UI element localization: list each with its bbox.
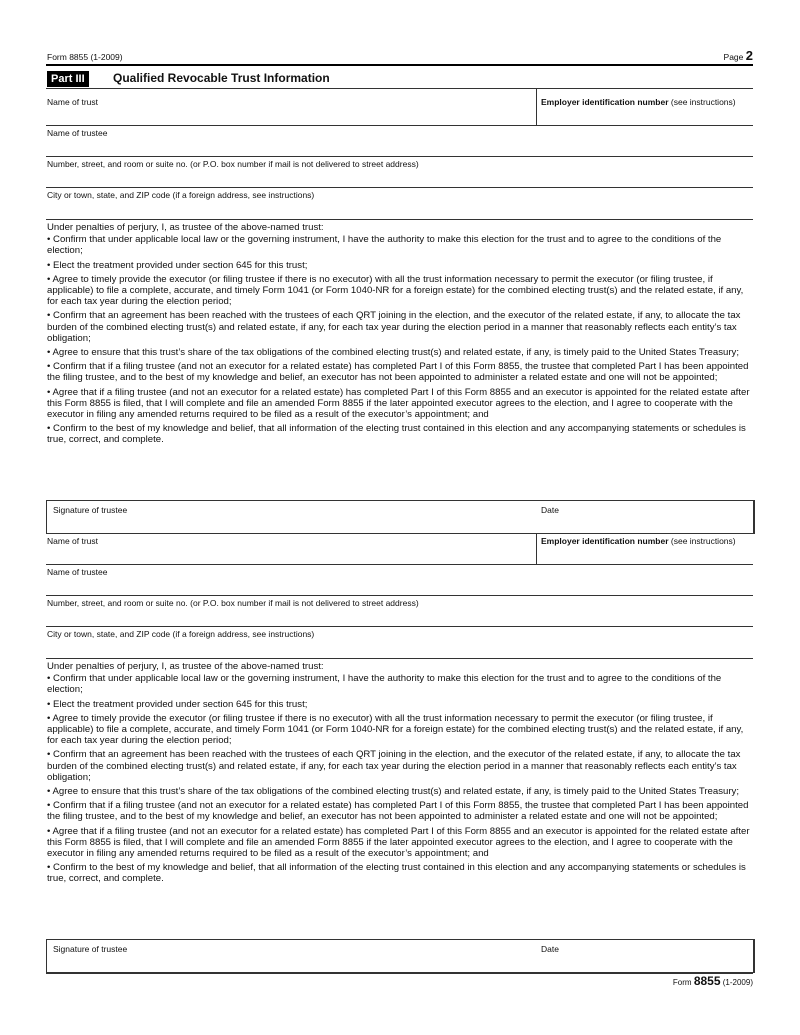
statement-bullet: • Confirm that an agreement has been reached with the trustees of each QRT joining in the election, and the executor of the related estate, if any, to allocate the tax burden of the combined electing trust(s) and related estate, if any, for each tax year during the election period in a manner that reasonably reflects each entity’s tax obligation; bbox=[47, 310, 741, 344]
statement-bullet: • Confirm that if a filing trustee (and not an executor for a related estate) has completed Part I of this Form 8855, the trustee that completed Part I has been appointed the filing trustee, and to the best of my knowledge and belief, an executor has not been appointed to administer a related estate and one will not be appointed; bbox=[47, 361, 749, 384]
statement-bullet: • Agree that if a filing trustee (and not an executor for a related estate) has completed Part I of this Form 8855 and an executor is appointed for the related estate after this Form 8855 is filed, that I will complete and file an amended Form 8855 if the later appointed executor agrees to the election, and I agree to cooperate with the executor in filing any amended returns required to be filed as a result of the executor’s appointment; and bbox=[47, 825, 750, 860]
part-title: Qualified Revocable Trust Information bbox=[113, 71, 330, 85]
field-rule bbox=[46, 626, 753, 627]
ein-divider bbox=[536, 533, 537, 564]
statement-bullet: • Elect the treatment provided under section 645 for this trust; bbox=[47, 698, 308, 710]
signature-of-trustee-label: Signature of trustee bbox=[53, 944, 128, 954]
part-badge: Part III bbox=[47, 71, 89, 87]
field-rule bbox=[46, 658, 753, 659]
perjury-statement bbox=[47, 222, 753, 449]
signature-box[interactable] bbox=[46, 939, 755, 973]
statement-bullet: • Elect the treatment provided under section 645 for this trust; bbox=[47, 259, 308, 271]
statement-bullet: • Confirm that under applicable local law or the governing instrument, I have the authority to make this election for the trust and to agree to the conditions of the election; bbox=[47, 234, 722, 257]
ein-divider bbox=[536, 88, 537, 125]
field-rule bbox=[46, 156, 753, 157]
statement-bullet: • Confirm that an agreement has been reached with the trustees of each QRT joining in the election, and the executor of the related estate, if any, to allocate the tax burden of the combined electing trust(s) and related estate, if any, for each tax year during the election period in a manner that reasonably reflects each entity’s tax obligation; bbox=[47, 749, 741, 783]
statement-intro: Under penalties of perjury, I, as trustee of the above-named trust: bbox=[47, 661, 324, 672]
footer-rule bbox=[46, 973, 753, 974]
statement-bullet: • Agree to ensure that this trust’s share of the tax obligations of the combined electing trust(s) and related estate, if any, is timely paid to the United States Treasury; bbox=[47, 786, 739, 798]
part-title-rule bbox=[46, 88, 753, 89]
ein-label-bold: Employer identification number bbox=[541, 536, 669, 546]
statement-bullet: • Agree to timely provide the executor (or filing trustee if there is no executor) with all the trust information necessary to permit the executor (or filing trustee, if applicable) to file a complete, accurate, and timely Form 1041 (or Form 1040-NR for a foreign estate) for the combined electing trust(s) and the related estate, if any, for each tax year during the election period; bbox=[47, 712, 744, 747]
header-rule bbox=[46, 64, 753, 66]
statement-bullet: • Confirm that if a filing trustee (and not an executor for a related estate) has completed Part I of this Form 8855, the trustee that completed Part I has been appointed the filing trustee, and to the best of my knowledge and belief, an executor has not been appointed to administer a related estate and one will not be appointed; bbox=[47, 800, 749, 823]
statement-bullet: • Confirm to the best of my knowledge and belief, that all information of the electing trust contained in this election and any accompanying statements or schedules is true, correct, and complete. bbox=[47, 423, 746, 446]
statement-intro: Under penalties of perjury, I, as trustee of the above-named trust: bbox=[47, 222, 324, 233]
statement-bullet: • Confirm that under applicable local law or the governing instrument, I have the authority to make this election for the trust and to agree to the conditions of the election; bbox=[47, 673, 722, 696]
ein-label-note: (see instructions) bbox=[668, 536, 736, 546]
name-of-trust-label: Name of trust bbox=[47, 97, 99, 107]
perjury-statement bbox=[47, 661, 753, 888]
footer-form-label bbox=[673, 974, 753, 988]
footer-revision: (1-2009) bbox=[722, 978, 753, 987]
field-rule bbox=[46, 187, 753, 188]
field-rule bbox=[46, 595, 753, 596]
name-of-trustee-label: Name of trustee bbox=[47, 567, 108, 577]
name-of-trust-label: Name of trust bbox=[47, 536, 99, 546]
ein-label bbox=[541, 97, 736, 107]
statement-bullet: • Agree that if a filing trustee (and not an executor for a related estate) has completed Part I of this Form 8855 and an executor is appointed for the related estate after this Form 8855 is filed, that I will complete and file an amended Form 8855 if the later appointed executor agrees to the election, and I agree to cooperate with the executor in filing any amended returns required to be filed as a result of the executor’s appointment; and bbox=[47, 386, 750, 421]
footer-form-number: 8855 bbox=[693, 974, 721, 988]
street-address-label: Number, street, and room or suite no. (or P.O. box number if mail is not delivered to street address) bbox=[47, 598, 419, 608]
date-label: Date bbox=[541, 505, 559, 515]
footer-form-word: Form bbox=[672, 978, 692, 987]
ein-label-note: (see instructions) bbox=[668, 97, 736, 107]
page-indicator bbox=[724, 48, 753, 63]
page-label: Page bbox=[723, 52, 744, 62]
name-of-trustee-label: Name of trustee bbox=[47, 128, 108, 138]
field-rule bbox=[46, 219, 753, 220]
statement-bullet: • Agree to timely provide the executor (or filing trustee if there is no executor) with all the trust information necessary to permit the executor (or filing trustee, if applicable) to file a complete, accurate, and timely Form 1041 (or Form 1040-NR for a foreign estate) for the combined electing trust(s) and the related estate, if any, for each tax year during the election period; bbox=[47, 273, 744, 308]
date-label: Date bbox=[541, 944, 559, 954]
city-state-zip-label: City or town, state, and ZIP code (if a foreign address, see instructions) bbox=[47, 190, 315, 200]
form-revision-label: Form 8855 (1-2009) bbox=[47, 52, 123, 62]
city-state-zip-label: City or town, state, and ZIP code (if a foreign address, see instructions) bbox=[47, 629, 315, 639]
statement-bullet: • Confirm to the best of my knowledge and belief, that all information of the electing trust contained in this election and any accompanying statements or schedules is true, correct, and complete. bbox=[47, 862, 746, 885]
signature-of-trustee-label: Signature of trustee bbox=[53, 505, 128, 515]
field-rule bbox=[46, 564, 753, 565]
page-number: 2 bbox=[745, 48, 753, 63]
ein-label-bold: Employer identification number bbox=[541, 97, 669, 107]
statement-bullet: • Agree to ensure that this trust’s share of the tax obligations of the combined electing trust(s) and related estate, if any, is timely paid to the United States Treasury; bbox=[47, 347, 739, 359]
ein-label bbox=[541, 536, 736, 546]
signature-box[interactable] bbox=[46, 500, 755, 534]
field-rule bbox=[46, 125, 753, 126]
street-address-label: Number, street, and room or suite no. (or P.O. box number if mail is not delivered to street address) bbox=[47, 159, 419, 169]
